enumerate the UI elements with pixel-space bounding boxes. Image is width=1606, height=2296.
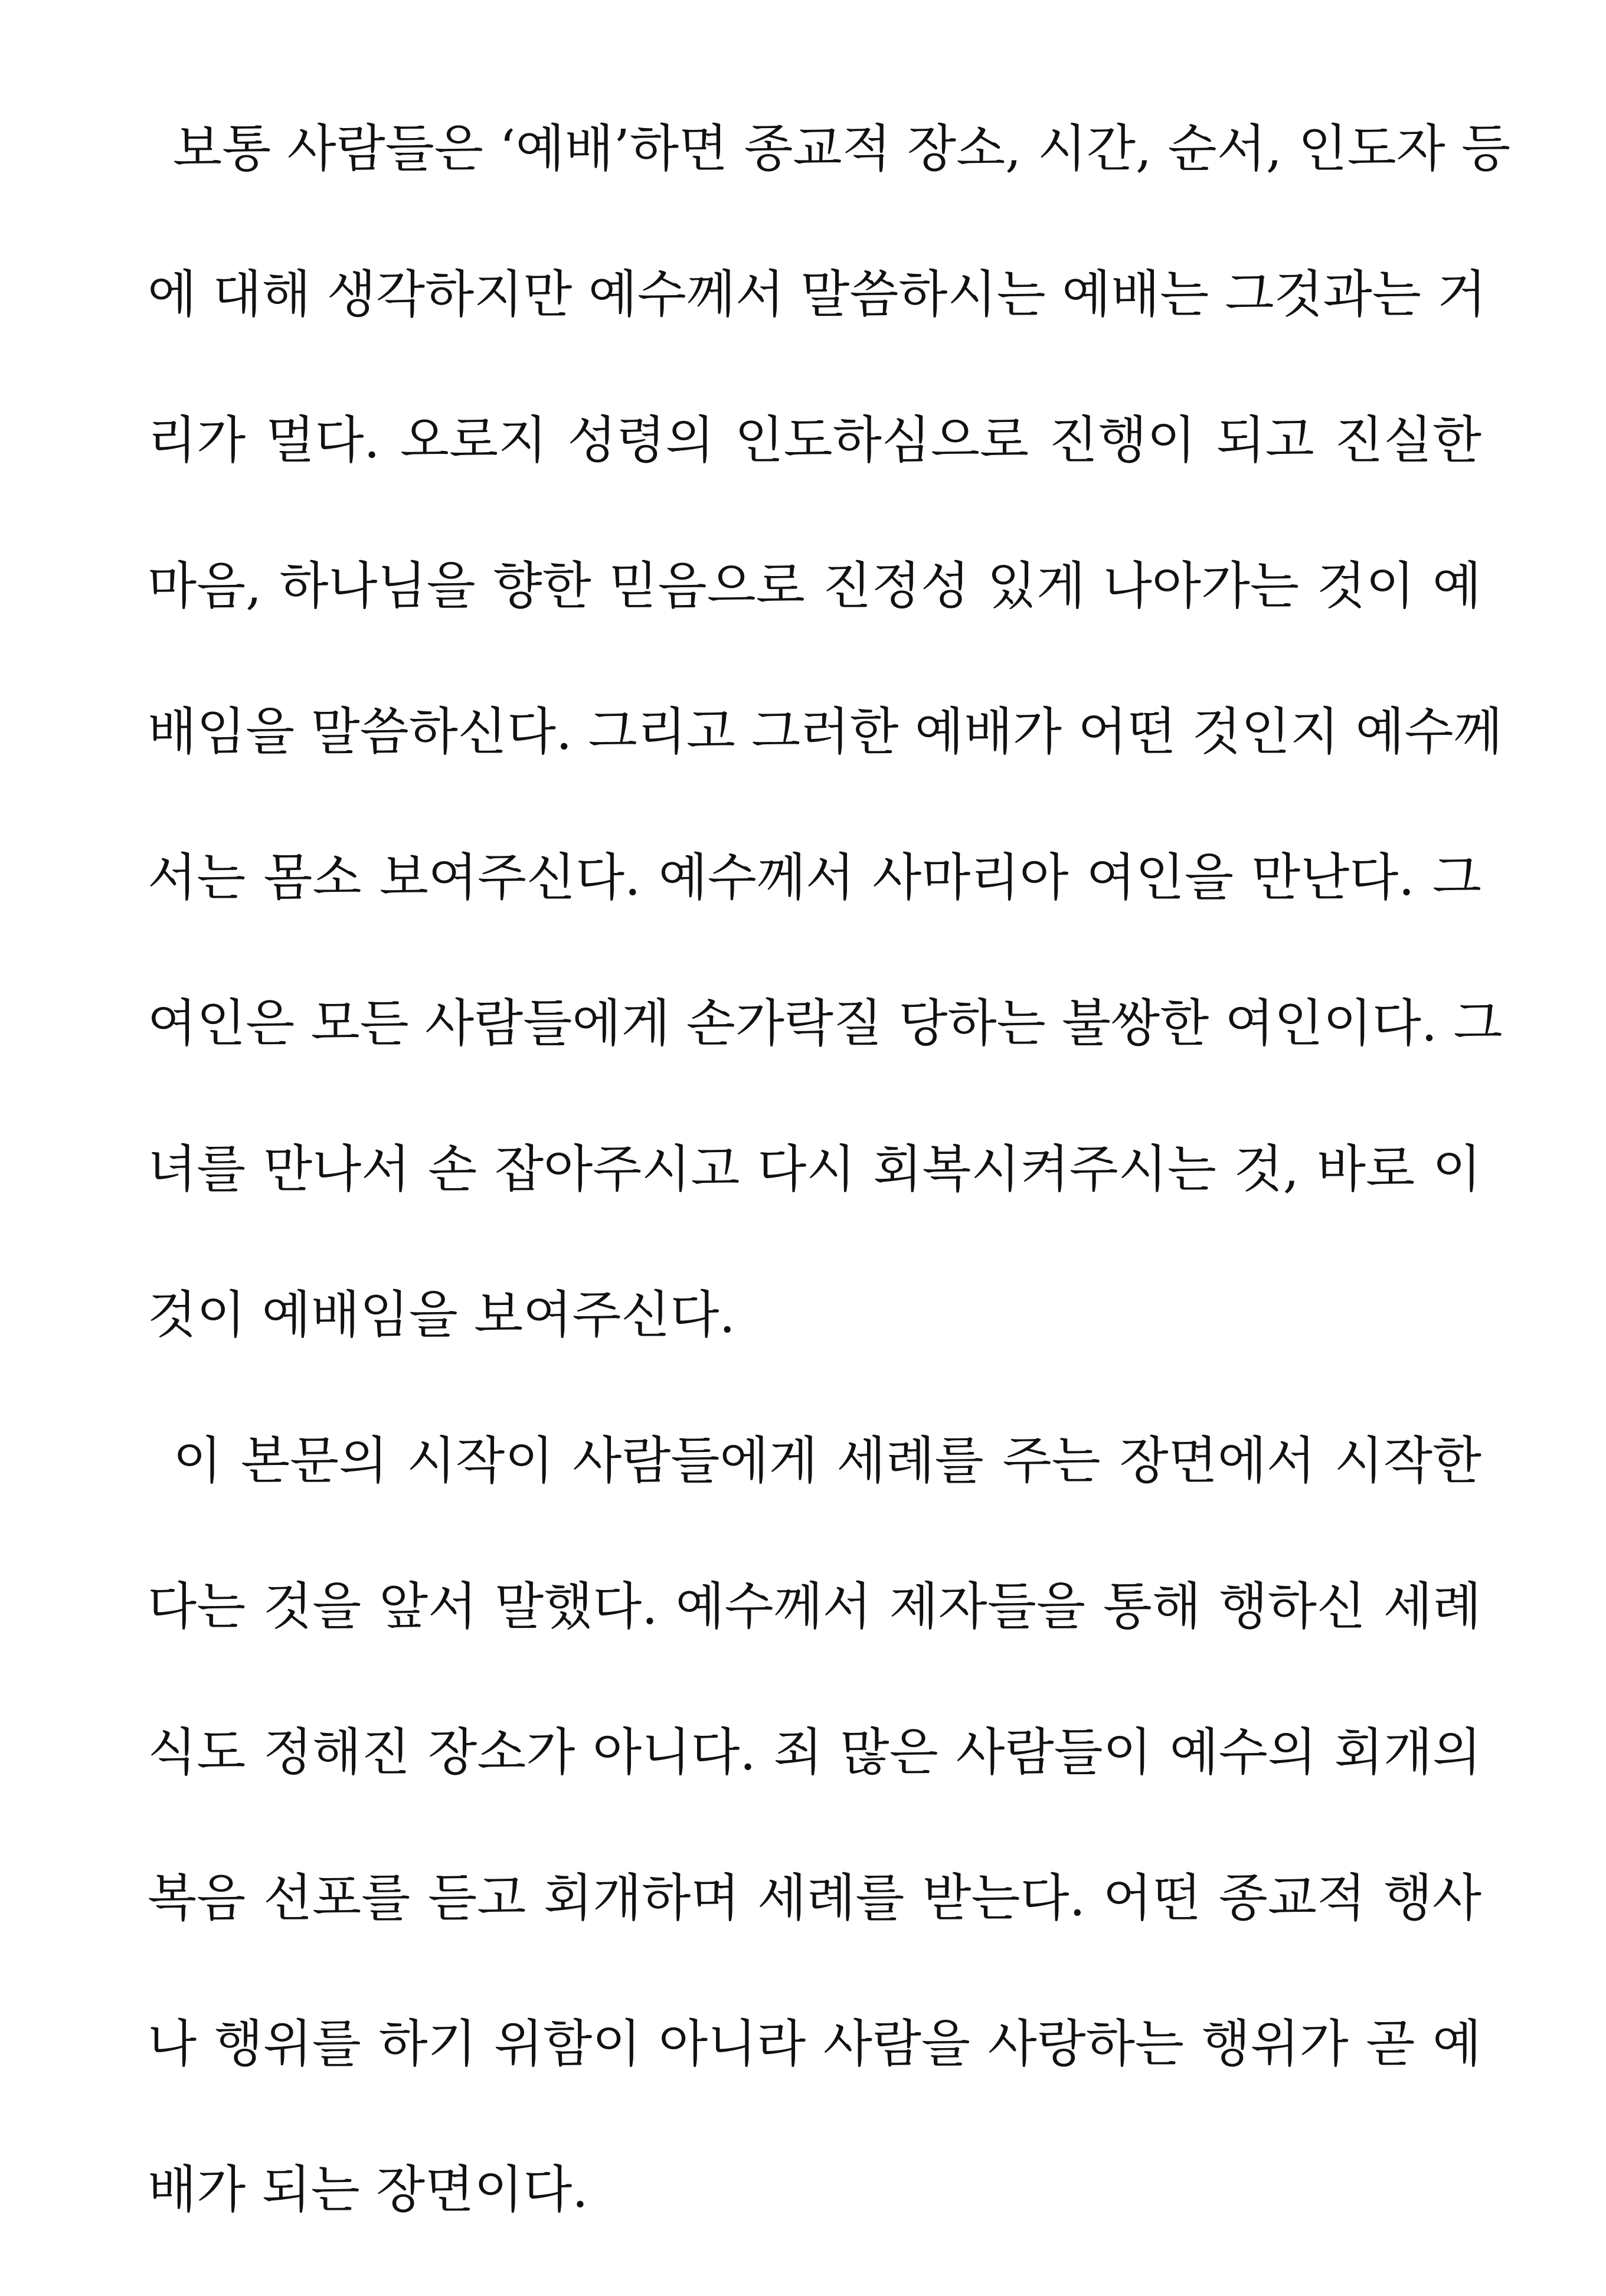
paragraph-line: 여인은 모든 사람들에게 손가락질 당하는 불쌍한 여인이다. 그 xyxy=(148,994,1503,1053)
paragraph-line: 마음, 하나님을 향한 믿음으로 진정성 있게 나아가는 것이 예 xyxy=(148,557,1481,616)
paragraph-2 xyxy=(148,1421,1481,2296)
document-body xyxy=(148,109,1511,2296)
paragraph-1 xyxy=(148,109,1511,1421)
paragraph-line: 리가 멀다. 오로지 성령의 인도하심으로 진행이 되고 진실한 xyxy=(148,411,1481,470)
paragraph-line: 이 본문의 시작이 사람들에게 세례를 주는 장면에서 시작한 xyxy=(173,1431,1481,1490)
paragraph-line: 나 행위를 하기 위함이 아니라 사람을 사랑하는 행위가 곧 예 xyxy=(148,2014,1481,2073)
paragraph-line: 배임을 말씀하신다. 그리고 그러한 예배가 어떤 것인지 예수께 xyxy=(148,702,1503,761)
paragraph-line: 녀를 만나서 손 잡아주시고 다시 회복시켜주시는 것, 바로 이 xyxy=(148,1140,1481,1199)
paragraph-line: 서는 몸소 보여주신다. 예수께서 사마리아 여인을 만난다. 그 xyxy=(148,848,1481,907)
paragraph-line: 것이 예배임을 보여주신다. xyxy=(148,1286,735,1345)
paragraph-line: 복음 선포를 듣고 회개하며 세례를 받는다. 어떤 종교적 행사 xyxy=(148,1869,1481,1928)
paragraph-line: 에 대해 생각하지만 예수께서 말씀하시는 예배는 그것과는 거 xyxy=(148,265,1487,324)
paragraph-line: 배가 되는 장면이다. xyxy=(148,2160,588,2219)
paragraph-line: 다는 것을 앞서 말했다. 예수께서 제자들을 통해 행하신 세례 xyxy=(148,1577,1481,1636)
paragraph-line: 보통 사람들은 ‘예배’하면 종교적 장소, 시간, 순서, 인도자 등 xyxy=(173,119,1511,178)
paragraph-line: 식도 정해진 장소가 아니다. 죄 많은 사람들이 예수의 회개의 xyxy=(148,1723,1481,1782)
